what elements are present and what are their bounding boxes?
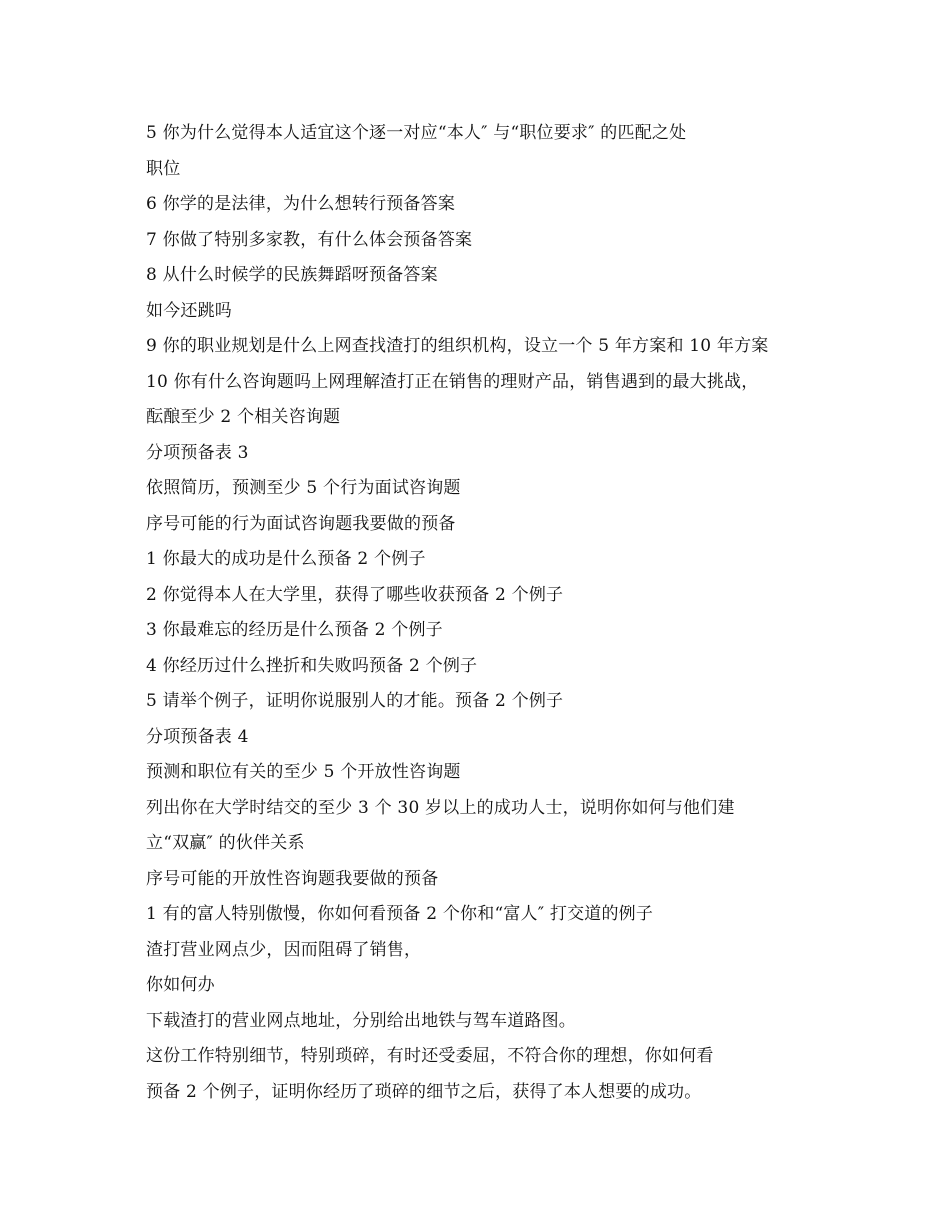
document-body: [146, 116, 826, 1110]
text-line: 9 你的职业规划是什么上网查找渣打的组织机构，设立一个 5 年方案和 10 年方案: [146, 336, 769, 356]
section-heading: 分项预备表 4: [146, 726, 249, 747]
text-line: 1 你最大的成功是什么预备 2 个例子: [146, 549, 426, 569]
text-line: 5 你为什么觉得本人适宜这个逐一对应“本人″ 与“职位要求″ 的匹配之处: [146, 123, 687, 143]
text-line: 3 你最难忘的经历是什么预备 2 个例子: [146, 620, 443, 640]
text-line: 依照简历，预测至少 5 个行为面试咨询题: [146, 478, 461, 498]
text-line: 你如何办: [146, 975, 215, 995]
text-line: 下载渣打的营业网点地址，分别给出地铁与驾车道路图。: [146, 1010, 576, 1031]
text-line: 立“双赢″ 的伙伴关系: [146, 833, 305, 853]
text-line: 5 请举个例子，证明你说服别人的才能。预备 2 个例子: [146, 691, 564, 711]
text-line: 这份工作特别细节，特别琐碎，有时还受委屈，不符合你的理想，你如何看: [146, 1046, 714, 1066]
text-line: 列出你在大学时结交的至少 3 个 30 岁以上的成功人士，说明你如何与他们建: [146, 797, 735, 818]
text-line: 4 你经历过什么挫折和失败吗预备 2 个例子: [146, 655, 478, 676]
text-line: 预备 2 个例子，证明你经历了琐碎的细节之后，获得了本人想要的成功。: [146, 1081, 702, 1102]
table-header-line: 序号可能的开放性咨询题我要做的预备: [146, 868, 439, 889]
text-line: 7 你做了特别多家教，有什么体会预备答案: [146, 229, 473, 250]
text-line: 职位: [146, 158, 181, 179]
text-line: 酝酿至少 2 个相关咨询题: [146, 407, 341, 427]
text-line: 2 你觉得本人在大学里，获得了哪些收获预备 2 个例子: [146, 584, 564, 605]
table-header-line: 序号可能的行为面试咨询题我要做的预备: [146, 513, 456, 534]
text-line: 如今还跳吗: [146, 300, 232, 321]
text-line: 1 有的富人特别傲慢，你如何看预备 2 个你和“富人″ 打交道的例子: [146, 904, 654, 924]
section-heading: 分项预备表 3: [146, 442, 249, 463]
text-line: 预测和职位有关的至少 5 个开放性咨询题: [146, 762, 461, 782]
text-line: 渣打营业网点少，因而阻碍了销售，: [146, 939, 422, 960]
text-line: 6 你学的是法律，为什么想转行预备答案: [146, 194, 456, 214]
text-line: 10 你有什么咨询题吗上网理解渣打正在销售的理财产品，销售遇到的最大挑战，: [146, 371, 759, 392]
text-line: 8 从什么时候学的民族舞蹈呀预备答案: [146, 265, 438, 285]
